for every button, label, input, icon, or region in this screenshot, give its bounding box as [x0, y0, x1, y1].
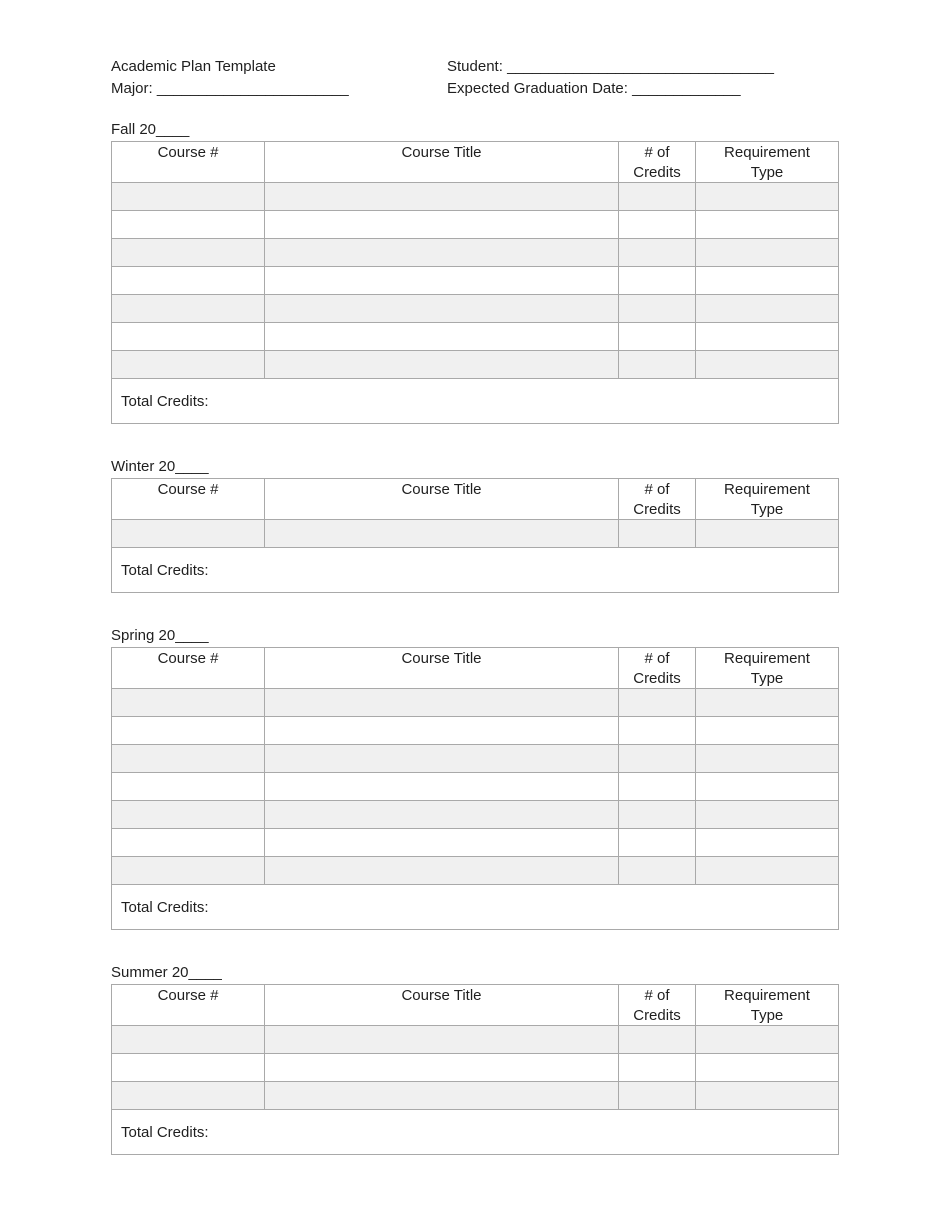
- total-credits-row: [112, 379, 839, 424]
- course-table-spring: [111, 647, 839, 930]
- empty-course-row: [112, 801, 839, 829]
- cell-credits: [619, 1082, 696, 1110]
- cell-credits: [619, 520, 696, 548]
- cell-credits: [619, 183, 696, 211]
- table-header-row: [112, 648, 839, 689]
- col-header-line: Credits: [633, 500, 681, 518]
- empty-course-row: [112, 689, 839, 717]
- col-header-line: Requirement: [724, 144, 810, 161]
- cell-course-number: [112, 267, 265, 295]
- col-header-line: # of: [644, 987, 670, 1004]
- student-blank-line: ________________________________: [507, 58, 775, 75]
- col-header-line: Course #: [157, 144, 219, 161]
- empty-course-row: [112, 1082, 839, 1110]
- cell-requirement-type: [696, 183, 839, 211]
- col-header-line: Requirement: [724, 481, 810, 498]
- graduation-date-field: [447, 78, 950, 100]
- cell-requirement-type: [696, 689, 839, 717]
- cell-course-number: [112, 1026, 265, 1054]
- col-header-requirement-type: [696, 479, 839, 520]
- col-header-line: # of: [644, 144, 670, 161]
- cell-course-number: [112, 1082, 265, 1110]
- col-header-course-title: [265, 985, 619, 1026]
- col-header-line: Course Title: [401, 144, 482, 161]
- cell-course-title: [265, 745, 619, 773]
- empty-course-row: [112, 1026, 839, 1054]
- empty-course-row: [112, 1054, 839, 1082]
- col-header-credits: [619, 479, 696, 520]
- col-header-line: Credits: [633, 669, 681, 687]
- cell-course-number: [112, 1054, 265, 1082]
- cell-course-title: [265, 239, 619, 267]
- section-winter: [111, 457, 950, 593]
- cell-credits: [619, 717, 696, 745]
- col-header-line: Type: [750, 163, 784, 181]
- cell-credits: [619, 773, 696, 801]
- cell-requirement-type: [696, 857, 839, 885]
- cell-course-number: [112, 801, 265, 829]
- col-header-line: Requirement: [724, 650, 810, 667]
- cell-requirement-type: [696, 295, 839, 323]
- cell-requirement-type: [696, 829, 839, 857]
- cell-requirement-type: [696, 267, 839, 295]
- cell-course-title: [265, 323, 619, 351]
- cell-course-number: [112, 857, 265, 885]
- total-credits-row: [112, 1110, 839, 1155]
- cell-course-number: [112, 773, 265, 801]
- col-header-requirement-type: [696, 142, 839, 183]
- col-header-course-number: [112, 985, 265, 1026]
- empty-course-row: [112, 267, 839, 295]
- cell-course-title: [265, 351, 619, 379]
- section-summer: [111, 963, 950, 1155]
- cell-course-number: [112, 239, 265, 267]
- cell-credits: [619, 745, 696, 773]
- graduation-date-blank-line: _____________: [632, 79, 741, 97]
- cell-requirement-type: [696, 351, 839, 379]
- cell-course-title: [265, 267, 619, 295]
- cell-credits: [619, 351, 696, 379]
- major-label: Major:: [111, 79, 153, 97]
- doc-header-right-column: [447, 56, 950, 99]
- table-header-row: [112, 479, 839, 520]
- col-header-line: Course Title: [401, 987, 482, 1004]
- empty-course-row: [112, 717, 839, 745]
- col-header-line: # of: [644, 481, 670, 498]
- cell-course-title: [265, 773, 619, 801]
- section-title-fall: Fall 20____: [111, 121, 190, 138]
- total-credits-label: Total Credits:: [112, 548, 839, 593]
- col-header-course-title: [265, 479, 619, 520]
- cell-credits: [619, 295, 696, 323]
- empty-course-row: [112, 829, 839, 857]
- cell-course-title: [265, 801, 619, 829]
- cell-course-number: [112, 745, 265, 773]
- col-header-line: Course #: [157, 650, 219, 667]
- cell-course-title: [265, 717, 619, 745]
- cell-course-number: [112, 295, 265, 323]
- cell-requirement-type: [696, 1082, 839, 1110]
- empty-course-row: [112, 857, 839, 885]
- col-header-course-title: [265, 648, 619, 689]
- empty-course-row: [112, 351, 839, 379]
- empty-course-row: [112, 520, 839, 548]
- col-header-credits: [619, 985, 696, 1026]
- cell-course-number: [112, 183, 265, 211]
- student-field: [447, 56, 950, 78]
- cell-credits: [619, 1054, 696, 1082]
- total-credits-label: Total Credits:: [112, 1110, 839, 1155]
- cell-course-number: [112, 211, 265, 239]
- section-title-winter: Winter 20____: [111, 458, 209, 475]
- col-header-requirement-type: [696, 648, 839, 689]
- cell-course-number: [112, 323, 265, 351]
- col-header-line: Course #: [157, 481, 219, 498]
- empty-course-row: [112, 211, 839, 239]
- cell-course-number: [112, 829, 265, 857]
- cell-course-title: [265, 1026, 619, 1054]
- cell-course-number: [112, 351, 265, 379]
- col-header-course-title: [265, 142, 619, 183]
- col-header-course-number: [112, 142, 265, 183]
- cell-credits: [619, 689, 696, 717]
- cell-credits: [619, 801, 696, 829]
- table-header-row: [112, 142, 839, 183]
- cell-course-title: [265, 183, 619, 211]
- empty-course-row: [112, 295, 839, 323]
- cell-credits: [619, 1026, 696, 1054]
- col-header-line: Credits: [633, 163, 681, 181]
- col-header-line: Type: [750, 669, 784, 687]
- major-blank-line: _______________________: [156, 79, 349, 97]
- cell-credits: [619, 857, 696, 885]
- cell-requirement-type: [696, 745, 839, 773]
- col-header-line: Course Title: [401, 650, 482, 667]
- cell-requirement-type: [696, 239, 839, 267]
- doc-header: [111, 56, 950, 99]
- table-header-row: [112, 985, 839, 1026]
- empty-course-row: [112, 323, 839, 351]
- cell-course-title: [265, 857, 619, 885]
- cell-course-title: [265, 520, 619, 548]
- course-table-fall: [111, 141, 839, 424]
- student-label: Student:: [447, 58, 503, 75]
- col-header-line: Credits: [633, 1006, 681, 1024]
- cell-credits: [619, 211, 696, 239]
- col-header-line: Course #: [157, 987, 219, 1004]
- section-spring: [111, 626, 950, 930]
- cell-course-title: [265, 1082, 619, 1110]
- cell-requirement-type: [696, 323, 839, 351]
- cell-credits: [619, 239, 696, 267]
- cell-course-title: [265, 689, 619, 717]
- course-table-summer: [111, 984, 839, 1155]
- col-header-line: Type: [750, 1006, 784, 1024]
- cell-requirement-type: [696, 717, 839, 745]
- section-fall: [111, 120, 950, 424]
- cell-credits: [619, 323, 696, 351]
- course-table-winter: [111, 478, 839, 593]
- empty-course-row: [112, 183, 839, 211]
- cell-course-title: [265, 295, 619, 323]
- major-field: [111, 78, 447, 100]
- cell-requirement-type: [696, 1026, 839, 1054]
- cell-course-number: [112, 717, 265, 745]
- doc-title: Academic Plan Template: [111, 58, 276, 75]
- empty-course-row: [112, 239, 839, 267]
- cell-course-number: [112, 689, 265, 717]
- cell-requirement-type: [696, 211, 839, 239]
- col-header-line: # of: [644, 650, 670, 667]
- col-header-course-number: [112, 648, 265, 689]
- cell-requirement-type: [696, 773, 839, 801]
- doc-header-left-column: [111, 56, 447, 99]
- col-header-line: Type: [750, 500, 784, 518]
- cell-requirement-type: [696, 801, 839, 829]
- empty-course-row: [112, 773, 839, 801]
- col-header-course-number: [112, 479, 265, 520]
- cell-credits: [619, 829, 696, 857]
- cell-course-title: [265, 1054, 619, 1082]
- section-title-spring: Spring 20____: [111, 627, 209, 644]
- col-header-requirement-type: [696, 985, 839, 1026]
- col-header-line: Requirement: [724, 987, 810, 1004]
- cell-course-title: [265, 829, 619, 857]
- col-header-credits: [619, 142, 696, 183]
- total-credits-row: [112, 548, 839, 593]
- cell-course-number: [112, 520, 265, 548]
- cell-credits: [619, 267, 696, 295]
- col-header-credits: [619, 648, 696, 689]
- total-credits-row: [112, 885, 839, 930]
- col-header-line: Course Title: [401, 481, 482, 498]
- total-credits-label: Total Credits:: [112, 379, 839, 424]
- graduation-date-label: Expected Graduation Date:: [447, 79, 628, 97]
- total-credits-label: Total Credits:: [112, 885, 839, 930]
- cell-course-title: [265, 211, 619, 239]
- empty-course-row: [112, 745, 839, 773]
- section-title-summer: Summer 20____: [111, 964, 222, 981]
- cell-requirement-type: [696, 520, 839, 548]
- cell-requirement-type: [696, 1054, 839, 1082]
